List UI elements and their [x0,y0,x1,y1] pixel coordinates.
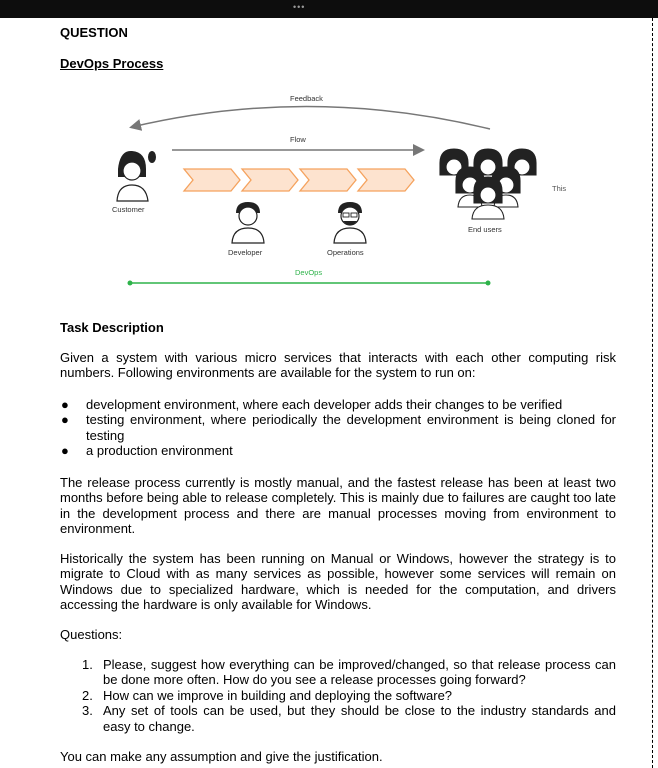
end-users-label: End users [468,225,502,234]
page-border-line [652,18,653,768]
bullet-icon: ● [61,443,69,459]
window-top-bar [0,0,658,18]
operations-label: Operations [327,248,364,257]
feedback-arrow [132,106,490,129]
list-item [60,412,616,443]
questions-label: Questions: [60,627,123,642]
list-item-text: testing environment, where periodically the development environment is being cloned for testing [86,412,616,443]
devops-label: DevOps [295,268,323,277]
bullet-icon: ● [61,412,69,428]
list-item [60,688,616,703]
chevron-1 [184,169,240,191]
task-description-heading: Task Description [60,320,164,335]
list-item [60,397,616,412]
environment-list [60,397,616,459]
question-text: Any set of tools can be used, but they should be close to the industry standards and easy to change. [103,703,616,734]
chevron-2 [242,169,298,191]
list-item-text: a production environment [86,443,233,459]
feedback-label: Feedback [290,94,323,103]
devops-process-heading: DevOps Process [60,56,164,71]
question-number: 2. [82,687,93,703]
closing-paragraph: You can make any assumption and give the justification. [60,749,383,764]
question-heading: QUESTION [60,25,128,40]
release-paragraph: The release process currently is mostly manual, and the fastest release has been at least two months before being able to release completely. This is mainly due to failures are caught too late in the development process and there are manual processes moving from environment to environment. [60,475,616,537]
questions-list [60,657,616,734]
intro-paragraph: Given a system with various micro services that interacts with each other computing risk numbers. Following environments are available for the system to run on: [60,350,616,381]
history-paragraph: Historically the system has been running on Manual or Windows, however the strategy is to migrate to Cloud with as many services as possible, however some services will remain on Windows due to specialized hardware, which is needed for the computation, and drivers accessing the hardware is only available for Windows. [60,551,616,613]
list-item [60,443,616,458]
question-text: How can we improve in building and deploying the software? [103,687,453,703]
developer-icon [232,202,264,243]
flow-label: Flow [290,135,306,144]
more-icon[interactable]: ••• [293,2,306,12]
bullet-icon: ● [61,397,69,412]
this-label: This [552,184,567,193]
question-number: 3. [82,703,93,719]
list-item [60,657,616,688]
devops-diagram [60,85,620,297]
developer-label: Developer [228,248,263,257]
chevron-4 [358,169,414,191]
devops-line-start [128,281,133,286]
end-users-icon [440,149,536,219]
list-item [60,703,616,734]
question-text: Please, suggest how everything can be improved/changed, so that release process can be done more often. How do you see a release processes going forward? [103,657,616,688]
customer-icon [117,151,156,201]
operations-icon [334,202,366,243]
list-item-text: development environment, where each developer adds their changes to be verified [86,397,563,412]
customer-label: Customer [112,205,145,214]
question-number: 1. [82,657,93,672]
pipeline-chevrons [184,169,414,191]
devops-line-end [486,281,491,286]
chevron-3 [300,169,356,191]
